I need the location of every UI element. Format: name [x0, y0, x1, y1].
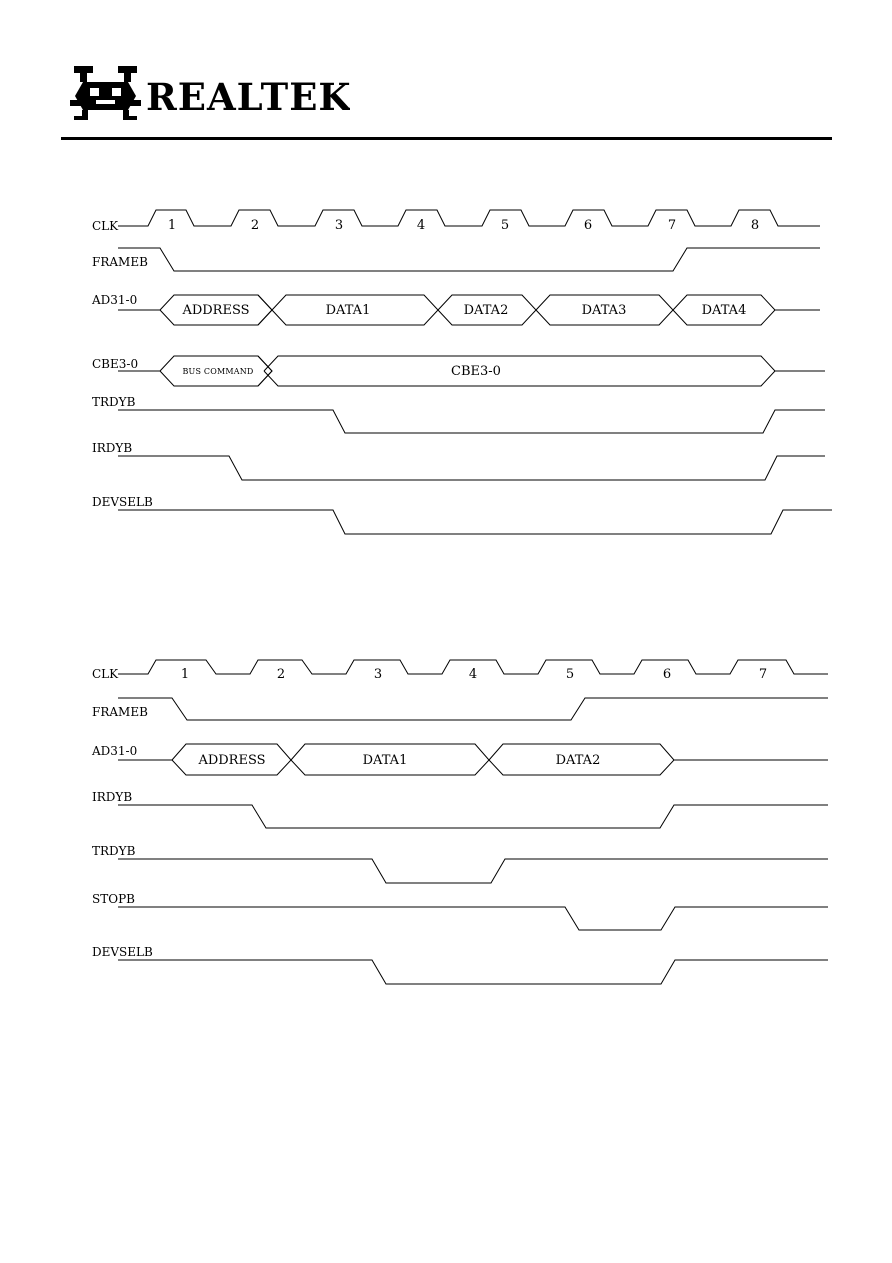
header-rule — [61, 137, 832, 140]
irdyb-waveform — [118, 805, 828, 828]
clk-waveform — [118, 210, 820, 226]
signal-label-frameb: FRAMEB — [92, 255, 148, 269]
clk-number-1: 1 — [167, 218, 177, 233]
signal-label-trdyb: TRDYB — [92, 395, 136, 409]
signal-label-ad: AD31-0 — [92, 293, 138, 307]
stopb-waveform — [118, 907, 828, 930]
devselb-waveform — [118, 960, 828, 984]
signal-label-clk: CLK — [92, 667, 119, 681]
timing-diagram-2 — [0, 640, 892, 1000]
clk-number-3: 3 — [373, 667, 383, 682]
frameb-waveform — [118, 698, 828, 720]
ad-segment-data4: DATA4 — [701, 303, 747, 318]
signal-label-devselb: DEVSELB — [92, 945, 153, 959]
signal-label-stopb: STOPB — [92, 892, 135, 906]
clk-number-4: 4 — [468, 667, 478, 682]
signal-label-frameb: FRAMEB — [92, 705, 148, 719]
signal-label-irdyb: IRDYB — [92, 790, 133, 804]
ad-segment-data1: DATA1 — [325, 303, 371, 318]
signal-label-ad: AD31-0 — [92, 744, 138, 758]
cbe-segment-bus-command: BUS COMMAND — [182, 367, 254, 376]
clk-number-5: 5 — [565, 667, 575, 682]
realtek-crab-icon — [70, 62, 350, 124]
clk-number-4: 4 — [416, 218, 426, 233]
devselb-waveform — [118, 510, 832, 534]
signal-label-trdyb: TRDYB — [92, 844, 136, 858]
timing-diagram-1 — [0, 190, 892, 550]
ad-segment-address: ADDRESS — [198, 753, 266, 768]
signal-label-clk: CLK — [92, 219, 119, 233]
ad-segment-data1: DATA1 — [362, 753, 408, 768]
ad-segment-address: ADDRESS — [182, 303, 250, 318]
clk-number-7: 7 — [667, 218, 677, 233]
clk-number-7: 7 — [758, 667, 768, 682]
clk-number-5: 5 — [500, 218, 510, 233]
signal-label-irdyb: IRDYB — [92, 441, 133, 455]
signal-label-cbe: CBE3-0 — [92, 357, 139, 371]
trdyb-waveform — [118, 410, 825, 433]
clk-number-2: 2 — [250, 218, 260, 233]
clk-number-6: 6 — [662, 667, 672, 682]
realtek-logo — [70, 62, 350, 124]
ad-segment-data2: DATA2 — [463, 303, 509, 318]
ad-segment-data3: DATA3 — [581, 303, 627, 318]
clk-number-8: 8 — [750, 218, 760, 233]
clk-number-2: 2 — [276, 667, 286, 682]
signal-label-devselb: DEVSELB — [92, 495, 153, 509]
frameb-waveform — [118, 248, 820, 271]
irdyb-waveform — [118, 456, 825, 480]
cbe-segment-cbe: CBE3-0 — [451, 364, 501, 379]
clk-number-3: 3 — [334, 218, 344, 233]
ad-segment-data2: DATA2 — [555, 753, 601, 768]
trdyb-waveform — [118, 859, 828, 883]
clk-number-1: 1 — [180, 667, 190, 682]
clk-number-6: 6 — [583, 218, 593, 233]
logo-wordmark: REALTEK — [146, 75, 350, 119]
